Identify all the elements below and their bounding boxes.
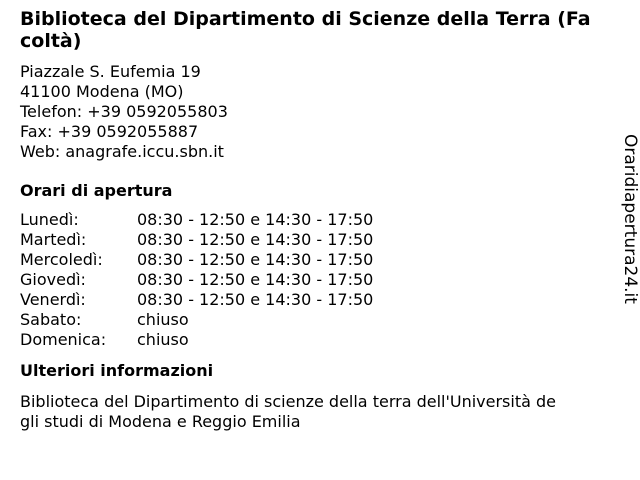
hours-day: Martedì:	[20, 230, 87, 249]
hours-row	[20, 250, 600, 270]
library-details	[20, 8, 600, 432]
hours-row	[20, 270, 600, 290]
address-street: Piazzale S. Eufemia 19	[20, 62, 201, 81]
info-text: Biblioteca del Dipartimento di scienze della terra dell'Università degli studi di Modena e Reggio Emilia	[20, 392, 556, 431]
info-heading: Ulteriori informazioni	[20, 361, 214, 380]
hours-time: 08:30 - 12:50 e 14:30 - 17:50	[137, 270, 374, 289]
hours-time: 08:30 - 12:50 e 14:30 - 17:50	[137, 290, 374, 309]
hours-day: Lunedì:	[20, 210, 79, 229]
hours-row	[20, 330, 600, 350]
site-watermark	[610, 134, 640, 310]
opening-hours-table	[20, 210, 600, 350]
hours-time: 08:30 - 12:50 e 14:30 - 17:50	[137, 250, 374, 269]
address-phone: Telefon: +39 0592055803	[20, 102, 228, 121]
hours-day: Mercoledì:	[20, 250, 103, 269]
page-title: Biblioteca del Dipartimento di Scienze della Terra (Facoltà)	[20, 8, 591, 52]
hours-time: 08:30 - 12:50 e 14:30 - 17:50	[137, 210, 374, 229]
address-web: Web: anagrafe.iccu.sbn.it	[20, 142, 224, 161]
hours-row	[20, 290, 600, 310]
watermark-text: Oraridiapertura24.it	[620, 134, 640, 304]
hours-day: Domenica:	[20, 330, 107, 349]
hours-time: chiuso	[137, 310, 189, 329]
hours-day: Sabato:	[20, 310, 82, 329]
hours-day: Venerdì:	[20, 290, 86, 309]
address-block	[20, 62, 600, 162]
address-city: 41100 Modena (MO)	[20, 82, 184, 101]
hours-row	[20, 310, 600, 330]
hours-row	[20, 230, 600, 250]
hours-day: Giovedì:	[20, 270, 86, 289]
hours-time: 08:30 - 12:50 e 14:30 - 17:50	[137, 230, 374, 249]
hours-time: chiuso	[137, 330, 189, 349]
address-fax: Fax: +39 0592055887	[20, 122, 199, 141]
hours-row	[20, 210, 600, 230]
hours-heading: Orari di apertura	[20, 181, 173, 200]
